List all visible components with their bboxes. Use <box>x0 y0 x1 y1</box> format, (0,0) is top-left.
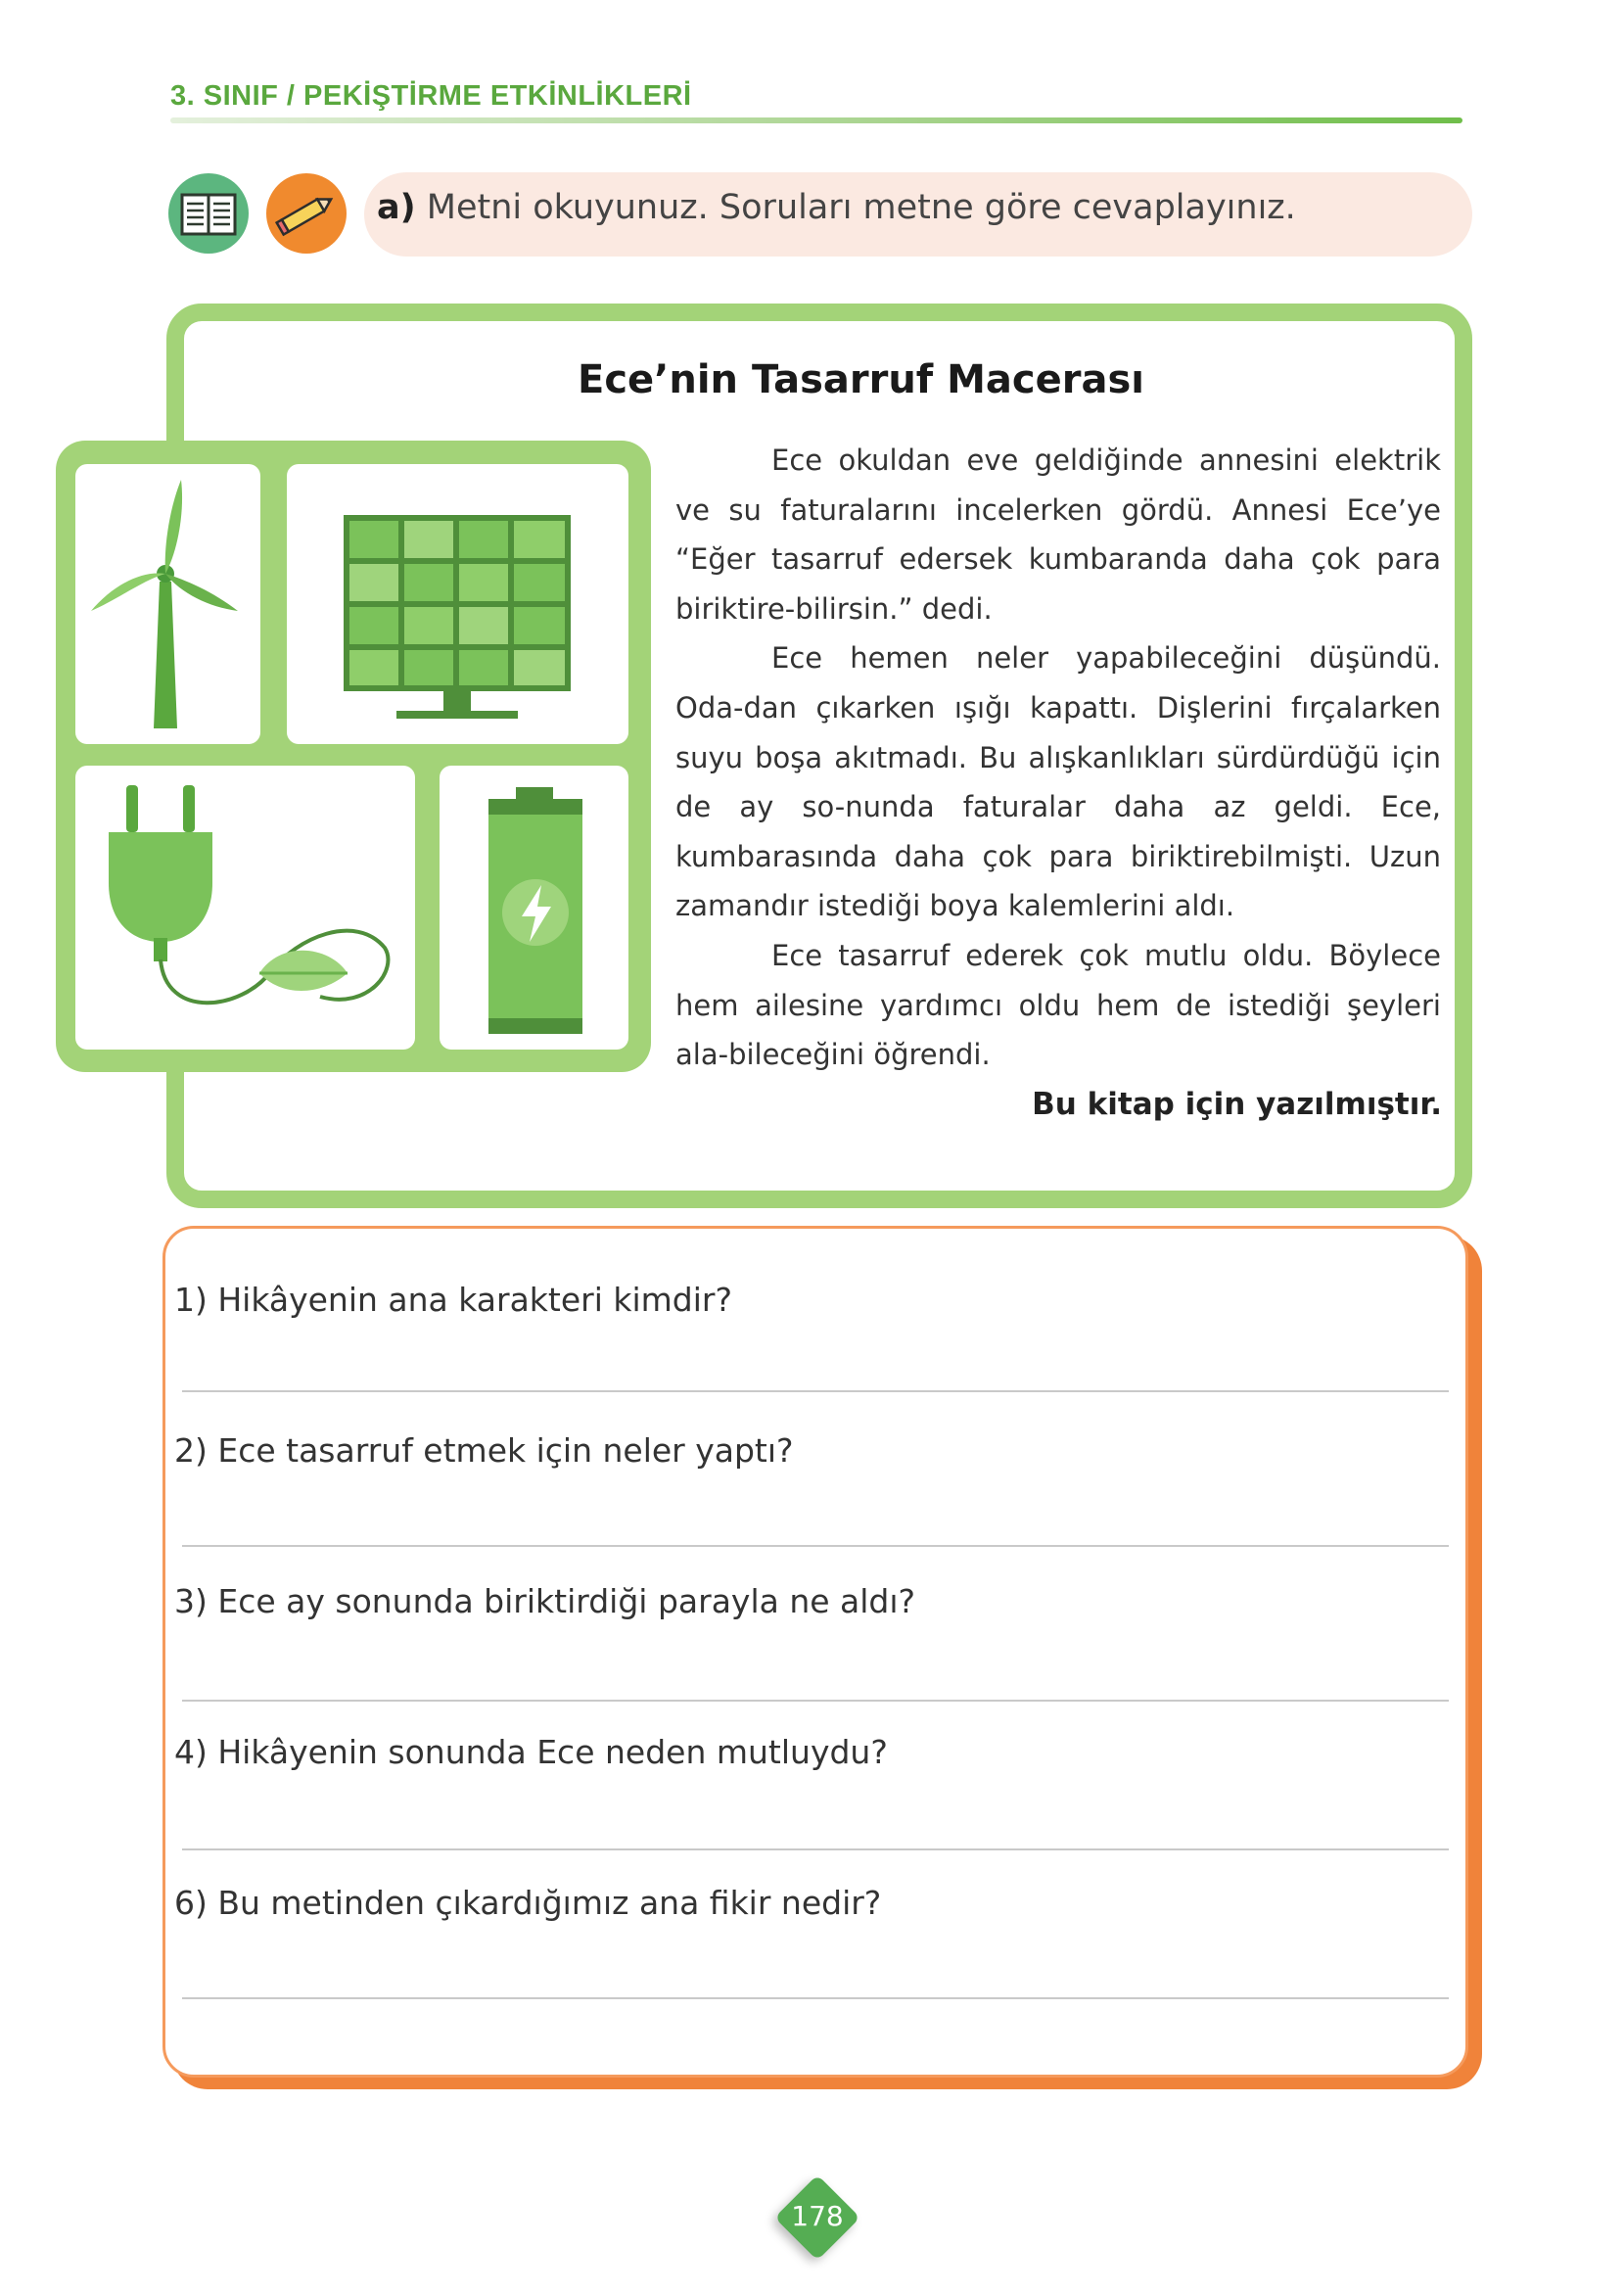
pencil-icon <box>266 173 347 254</box>
instruction-body: Metni okuyunuz. Soruları metne göre cevaplayınız. <box>426 188 1296 227</box>
energy-illustration <box>56 441 651 1072</box>
questions-frame <box>162 1226 1468 2078</box>
solar-panel-icon <box>287 464 628 744</box>
answer-line-5[interactable] <box>182 1997 1449 1999</box>
story-paragraph: Ece tasarruf ederek çok mutlu oldu. Böylece hem ailesine yardımcı oldu hem de istediği şeyleri ala-bileceğini öğrendi. <box>675 938 1441 1072</box>
section-header: 3. SINIF / PEKİŞTİRME ETKİNLİKLERİ <box>170 80 692 112</box>
header-divider <box>170 117 1462 123</box>
page-number: 178 <box>791 2200 844 2232</box>
answer-line-4[interactable] <box>182 1848 1449 1850</box>
answer-line-1[interactable] <box>182 1390 1449 1392</box>
question-6: 6) Bu metinden çıkardığımız ana fikir nedir? <box>174 1884 882 1922</box>
story-title: Ece’nin Tasarruf Macerası <box>578 357 1145 402</box>
question-1: 1) Hikâyenin ana karakteri kimdir? <box>174 1281 733 1319</box>
story-source: Bu kitap için yazılmıştır. <box>1032 1087 1442 1122</box>
answer-line-3[interactable] <box>182 1700 1449 1702</box>
question-4: 4) Hikâyenin sonunda Ece neden mutluydu? <box>174 1733 888 1771</box>
plug-leaf-icon <box>75 766 415 1050</box>
question-3: 3) Ece ay sonunda biriktirdiği parayla ne aldı? <box>174 1582 916 1620</box>
book-icon <box>168 173 249 254</box>
story-paragraph: Ece okuldan eve geldiğinde annesini elektrik ve su faturalarını incelerken gördü. Annesi Ece’ye “Eğer tasarruf edersek kumbaranda daha çok para biriktire-bilirsin.” dedi. <box>675 444 1441 626</box>
story-body <box>675 436 1441 1080</box>
instruction-text <box>377 188 1296 227</box>
question-2: 2) Ece tasarruf etmek için neler yaptı? <box>174 1431 794 1470</box>
battery-icon <box>440 766 628 1050</box>
wind-turbine-icon <box>75 464 260 744</box>
instruction-letter: a) <box>377 188 416 227</box>
answer-line-2[interactable] <box>182 1545 1449 1547</box>
story-paragraph: Ece hemen neler yapabileceğini düşündü. Oda-dan çıkarken ışığı kapattı. Dişlerini fırçalarken suyu boşa akıtmadı. Bu alışkanlıkları sürdürdüğü için de ay so-nunda faturalar daha az geldi. Ece, kumbarasında daha çok para biriktirebilmişti. Uzun zamandır istediği boya kalemlerini aldı. <box>675 641 1441 923</box>
